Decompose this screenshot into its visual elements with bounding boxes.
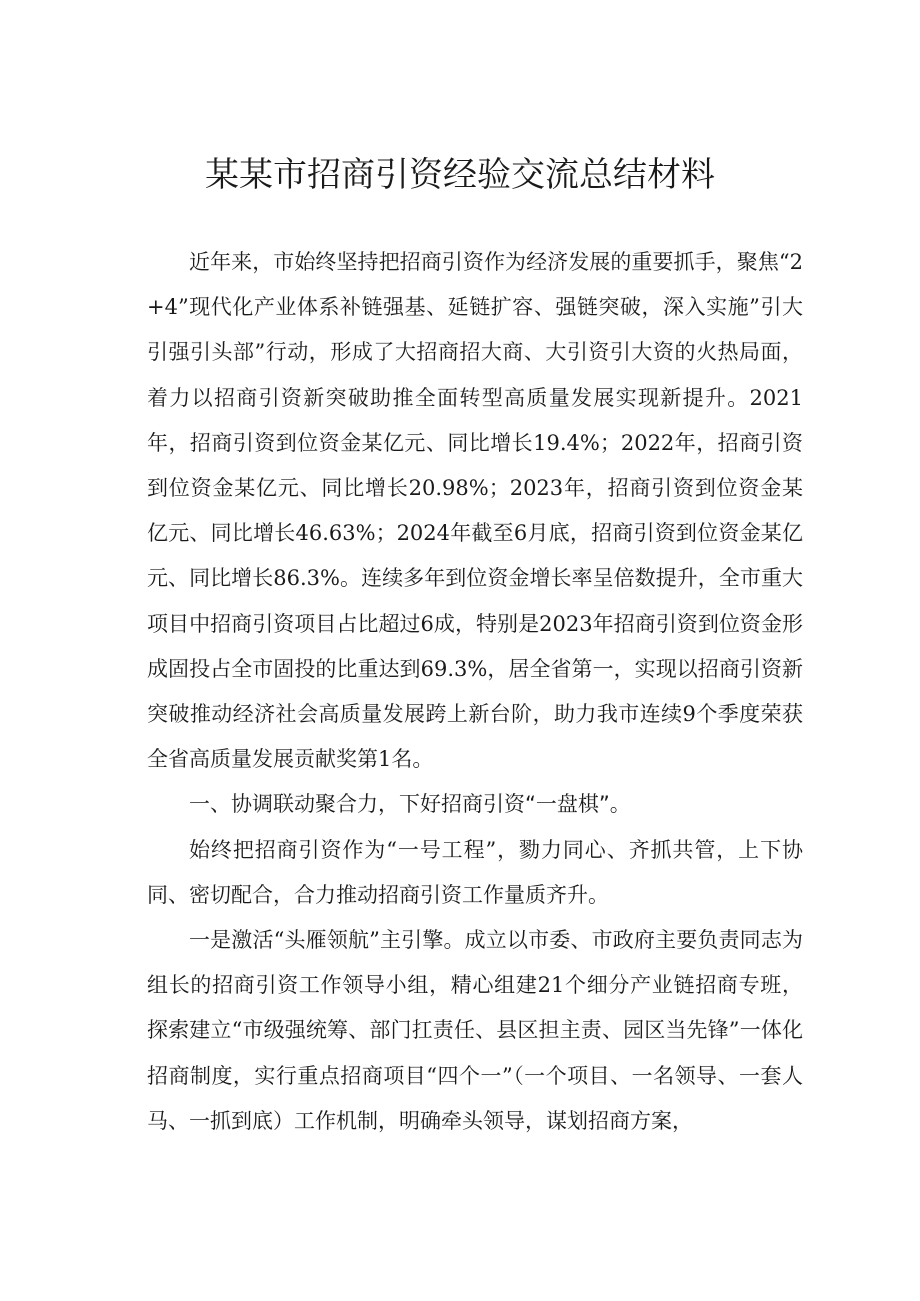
- document-title: 某某市招商引资经验交流总结材料: [205, 155, 715, 195]
- paragraph-section-1-point-1: 一是激活“头雁领航”主引擎。成立以市委、市政府主要负责同志为组长的招商引资工作领导小组，精心组建21个细分产业链招商专班，探索建立“市级强统筹、部门扛责任、县区担主责、园区当先锋”一体化招商制度，实行重点招商项目“四个一”（一个项目、一名领导、一套人马、一抓到底）工作机制，明确牵头领导，谋划招商方案，: [147, 928, 803, 1133]
- document-body: [147, 240, 803, 1144]
- paragraph-intro: 近年来，市始终坚持把招商引资作为经济发展的重要抓手，聚焦“2+4”现代化产业体系补链强基、延链扩容、强链突破，深入实施”引大引强引头部”行动，形成了大招商招大商、大引资引大资的火热局面，着力以招商引资新突破助推全面转型高质量发展实现新提升。2021年，招商引资到位资金某亿元、同比增长19.4%；2022年，招商引资到位资金某亿元、同比增长20.98%；2023年，招商引资到位资金某亿元、同比增长46.63%；2024年截至6月底，招商引资到位资金某亿元、同比增长86.3%。连续多年到位资金增长率呈倍数提升，全市重大项目中招商引资项目占比超过6成，特别是2023年招商引资到位资金形成固投占全市固投的比重达到69.3%，居全省第一，实现以招商引资新突破推动经济社会高质量发展跨上新台阶，助力我市连续9个季度荣获全省高质量发展贡献奖第1名。: [147, 250, 803, 772]
- section-heading-1: 一、协调联动聚合力，下好招商引资“一盘棋”。: [189, 792, 631, 817]
- paragraph-section-1-summary: 始终把招商引资作为“一号工程”，勠力同心、齐抓共管，上下协同、密切配合，合力推动招商引资工作量质齐升。: [147, 837, 803, 907]
